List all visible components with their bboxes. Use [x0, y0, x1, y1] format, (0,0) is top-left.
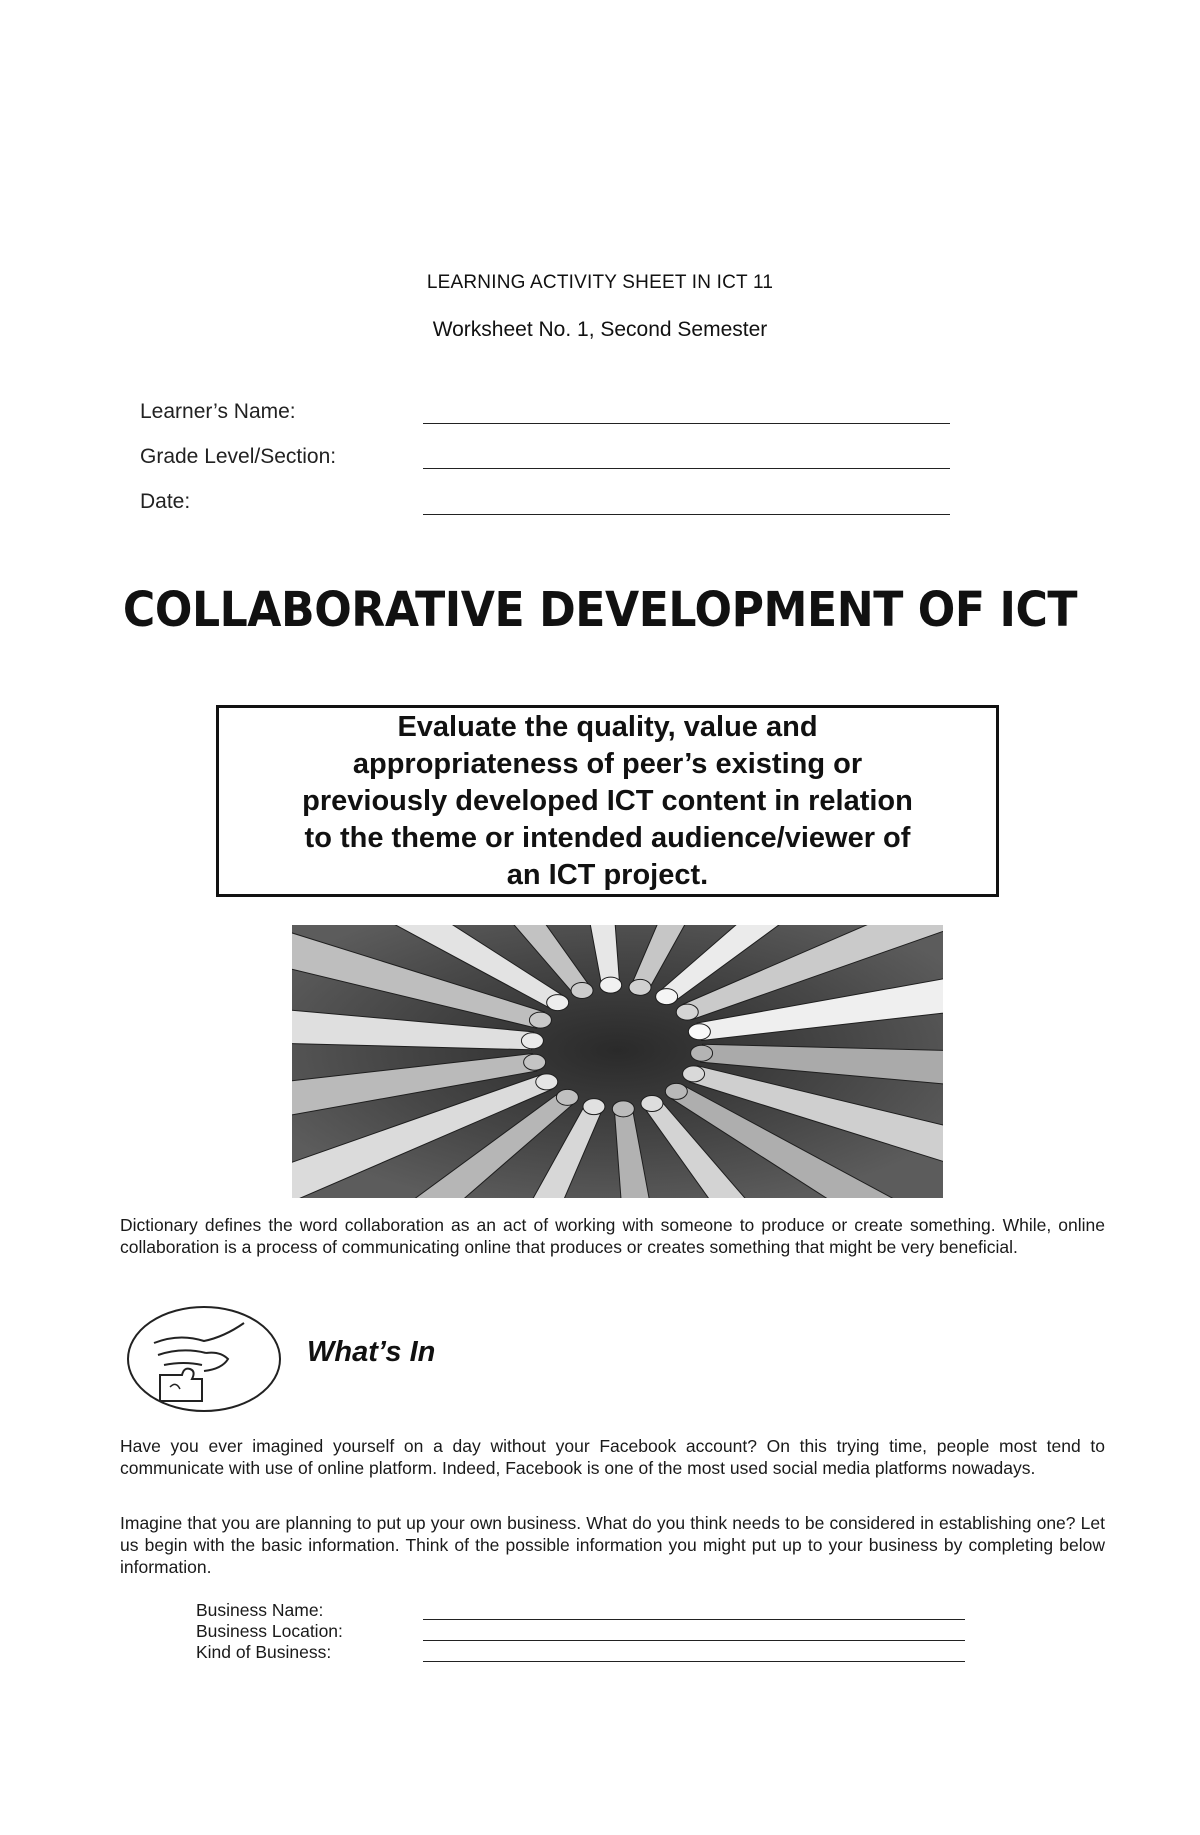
business-name-label: Business Name: [196, 1600, 324, 1620]
business-name-field[interactable] [423, 1619, 965, 1620]
hand-shape [600, 977, 622, 993]
hands-circle-photo [292, 925, 943, 1198]
hand-shape [688, 1024, 710, 1040]
hand-shape [656, 989, 678, 1005]
grade-section-field[interactable] [423, 468, 950, 469]
objective-line: to the theme or intended audience/viewer of [304, 821, 911, 854]
hand-shape [536, 1074, 558, 1090]
learner-name-field[interactable] [423, 423, 950, 424]
sheet-subtitle: Worksheet No. 1, Second Semester [432, 318, 768, 341]
objective-line: an ICT project. [506, 858, 709, 891]
hand-shape [641, 1096, 663, 1112]
hand-shape [612, 1101, 634, 1117]
kind-of-business-label: Kind of Business: [196, 1642, 332, 1662]
learner-name-label: Learner’s Name: [140, 400, 296, 423]
hand-shape [583, 1099, 605, 1115]
kind-of-business-field[interactable] [423, 1661, 965, 1662]
hand-puzzle-icon [124, 1303, 284, 1415]
hand-shape [571, 982, 593, 998]
hands-circle-illustration [292, 925, 943, 1198]
main-title: COLLABORATIVE DEVELOPMENT OF ICT [122, 582, 1078, 638]
section-title-whats-in: What’s In [307, 1336, 436, 1368]
hand-shape [691, 1045, 713, 1061]
hand-shape [524, 1054, 546, 1070]
whats-in-paragraph-1: Have you ever imagined yourself on a day without your Facebook account? On this trying time, people most tend to communicate with use of online platform. Indeed, Facebook is one of the most used social media platforms nowadays. [120, 1436, 1105, 1478]
hand-shape [676, 1004, 698, 1020]
objective-line: appropriateness of peer’s existing or [352, 747, 863, 780]
intro-paragraph: Dictionary defines the word collaboration as an act of working with someone to produce or create something. While, online collaboration is a process of communicating online that produces or creates something that might be very beneficial. [120, 1215, 1105, 1257]
date-field[interactable] [423, 514, 950, 515]
hand-shape [629, 979, 651, 995]
hand-shape [556, 1089, 578, 1105]
objective-text [302, 709, 913, 894]
objective-line: Evaluate the quality, value and [397, 710, 818, 743]
grade-section-label: Grade Level/Section: [140, 445, 337, 468]
hand-shape [665, 1083, 687, 1099]
sheet-title: LEARNING ACTIVITY SHEET IN ICT 11 [426, 272, 774, 293]
business-location-label: Business Location: [196, 1621, 343, 1641]
objective-box [216, 705, 999, 897]
date-label: Date: [140, 490, 191, 513]
hand-shape [547, 995, 569, 1011]
business-location-field[interactable] [423, 1640, 965, 1641]
hand-shape [521, 1033, 543, 1049]
whats-in-paragraph-2: Imagine that you are planning to put up your own business. What do you think needs to be considered in establishing one? Let us begin with the basic information. Think of the possible information you might put up to your business by completing below information. [120, 1513, 1105, 1577]
objective-line: previously developed ICT content in relation [302, 784, 913, 817]
hand-shape [529, 1012, 551, 1028]
hand-shape [683, 1066, 705, 1082]
